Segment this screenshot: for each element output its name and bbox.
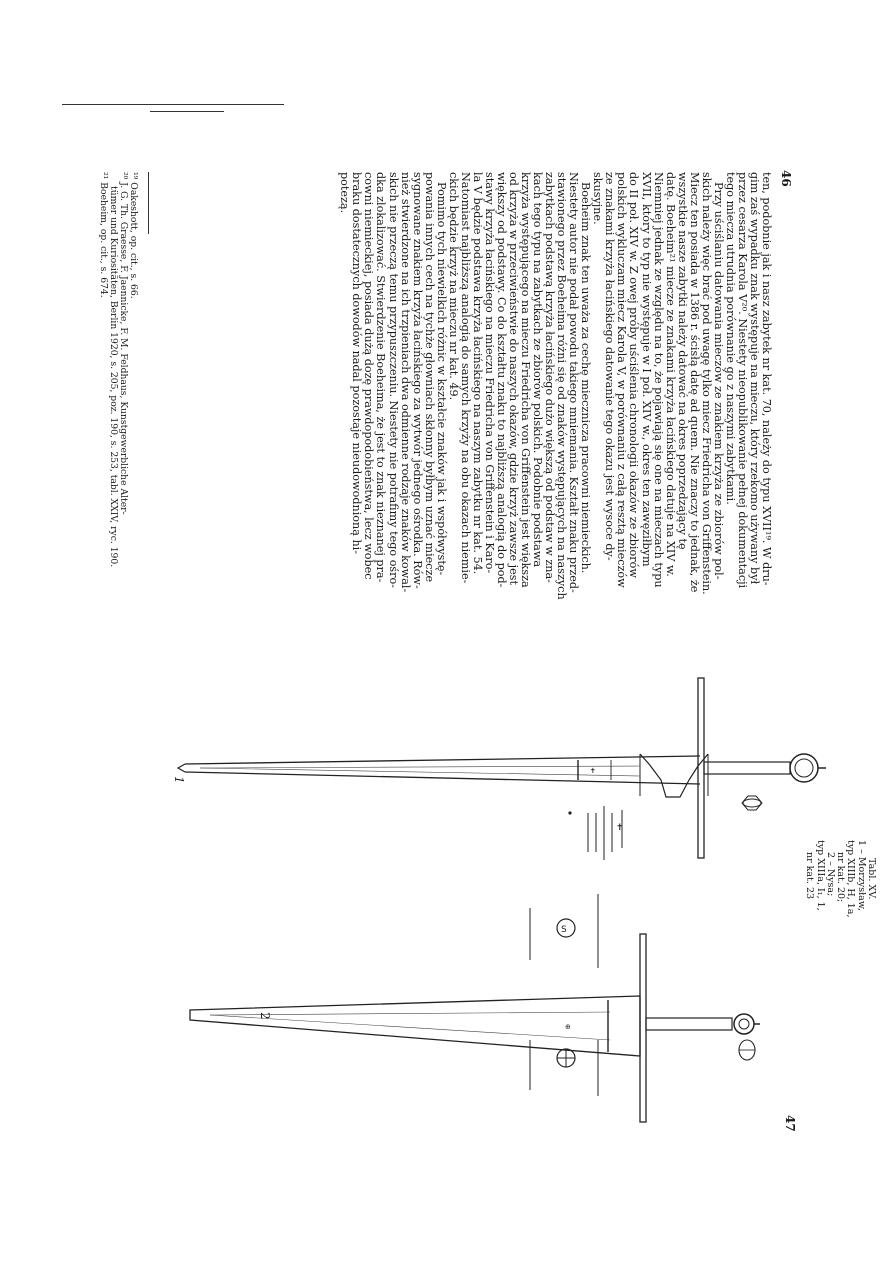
- text-line: polskich wykluczam miecz Karola V, w porównaniu z całą resztą mieczów: [615, 172, 629, 588]
- svg-text:✝: ✝: [590, 767, 596, 775]
- sword-2-pommel: [734, 1014, 760, 1034]
- sword-2-grip: [646, 1018, 732, 1030]
- text-line: skusyjne.: [591, 172, 605, 225]
- text-line: większy od podstawy. Co do kształtu znaku to najbliższą analogią do pod-: [494, 172, 508, 588]
- text-line: datę. Boeheim²¹ miecze ze znakami krzyża łacińskiego datuje na XIV w.: [663, 172, 677, 577]
- plate-caption: [804, 840, 876, 917]
- page-number-right: 47: [783, 1115, 797, 1132]
- text-line: do II poł. XIV w. Z owej próby uściślenia chronologii okazów ze zbiorów: [627, 172, 641, 578]
- page-number-left: 46: [779, 170, 793, 187]
- caption-line: nr kat. 23: [804, 852, 816, 900]
- text-line: sygnowane znakiem krzyża łacińskiego za wytwór jednego ośrodka. Rów-: [410, 172, 424, 589]
- sword-2-blade: [190, 996, 640, 1056]
- text-line: od krzyża w przeciwieństwie do naszych okazów, gdzie krzyż zawsze jest: [507, 172, 521, 585]
- text-line: Pomimo tych niewielkich różnic w kształcie znaków jak i współwystę-: [434, 182, 448, 576]
- text-line: Niemniej jednak ze względu na to, że pojawiają się one na mieczach typu: [651, 172, 665, 588]
- text-line: ze znakami krzyża łacińskiego datowanie tego okazu jest wysoce dy-: [603, 172, 617, 561]
- text-line: cowni niemieckiej, posiada dużą dozę prawdopodobieństwa, lecz wobec: [362, 172, 376, 580]
- text-line: Niestety autor nie podał powodu takiego mniemania. Kształt znaku przed-: [567, 172, 581, 593]
- caption-line: typ XIIIa, I₁, 1,: [814, 840, 826, 911]
- svg-text:⊕: ⊕: [565, 1023, 571, 1031]
- caption-line: typ XIIIb, H, 1a,: [845, 840, 857, 918]
- text-line: Miecz ten posiada w 1386 r. ścisłą datę ad quem. Nie znaczy to jednak, że: [687, 172, 701, 593]
- text-line: tego miecza utrudnia porównanie go z naszymi zabytkami.: [723, 172, 737, 505]
- sword-2-crossguard: [640, 934, 646, 1122]
- text-line: powania innych cech na tychże głowniach skłonny byłbym uznać miecze: [422, 172, 436, 583]
- caption-line: 1 – Morzysław,: [855, 840, 867, 911]
- text-line: dka zlokalizować. Stwierdzenie Boeheima, że jest to znak nieznanej pra-: [374, 172, 388, 583]
- text-line: stawionego przez Boeheima różni się od znaków występujących na naszych: [555, 172, 569, 600]
- sword-2-sections: [530, 894, 598, 1096]
- text-line: ckich będzie krzyż na mieczu nr kat. 49.: [446, 172, 460, 401]
- figure-label-2: 2: [258, 1012, 272, 1020]
- sword-2-pommel-profile: [739, 1040, 755, 1060]
- text-line: zabytkach podstawą krzyża łacińskiego dużo większą od podstaw w zna-: [543, 172, 557, 583]
- caption-line: Tabl. XV.: [866, 858, 877, 900]
- figure-label-1: 1: [172, 776, 186, 784]
- text-line: przez cesarza Karola V²⁰. Niestety nieopublikowanie pełnej dokumentacji: [735, 172, 749, 589]
- text-line: Natomiast najbliższą analogią do samych krzyży na obu okazach niemie-: [458, 172, 472, 584]
- text-line: la V będzie podstawa krzyża łacińskiego na naszym zabytku nr kat. 54.: [470, 172, 484, 575]
- text-line: skich należy więc brać pod uwagę tylko miecz Friedricha von Griffenstein.: [699, 172, 713, 595]
- footnote: ²⁰ J. G. Th. Graesse, F. Jaennicke, F. M. Feldhaus, Kunstgewerbliche Alter-: [118, 172, 129, 515]
- text-line: wszystkie nasze zabytki należy datować na okres poprzedzający tę: [675, 172, 689, 550]
- text-line: Przy uściślaniu datowania mieczów ze znakiem krzyża ze zbiorów pol-: [711, 182, 725, 580]
- text-line: kach tego typu na zabytkach ze zbiorów polskich. Podobnie podstawa: [531, 172, 545, 568]
- text-line: krzyża występującego na mieczu Friedricha von Griffenstein jest większa: [519, 172, 533, 588]
- text-line: gim zaś wypadku znak występuje na mieczu, który rzekomo używany był: [747, 172, 761, 585]
- footnote: tümer und Kuriositäten, Berlin 1920, s. 205, poz. 190, s. 253, tabl. XXIV, ryc. 190.: [108, 186, 119, 568]
- svg-text:S: S: [561, 925, 567, 935]
- text-line: nież stwierdzone na ich trzpieniach dwa odmienne rodzaje znaków kowal-: [398, 172, 412, 593]
- text-line: braku dostatecznych dowodów nadal pozostaje nieudowodnioną hi-: [350, 172, 364, 555]
- footnote: ¹⁹ Oakeshott, op. cit., s. 66.: [128, 172, 139, 299]
- text-line: ten, podobnie jak i nasz zabytek nr kat. 70, należy do typu XVII¹⁹. W dru-: [760, 172, 773, 586]
- text-line: potezą.: [338, 172, 352, 214]
- footnote: ²¹ Boeheim, op. cit., s. 674.: [98, 172, 109, 298]
- text-line: XVII, który to typ nie występuje w I poł. XIV w., okres ten zawęziłbym: [639, 172, 653, 567]
- caption-line: nr kat. 20;: [835, 852, 847, 903]
- text-line: skich nie przeczą temu przypuszczeniu. Niestety nie potrafimy tego ośro-: [386, 172, 400, 589]
- svg-text:✝: ✝: [616, 823, 624, 833]
- caption-line: 2 – Nysa;: [824, 852, 836, 897]
- text-line: Boeheim znak ten uważa za cechę miecznicza pracowni niemieckich.: [579, 182, 593, 574]
- text-line: stawy krzyża łacińskiego na mieczu Friedricha von Griffenstein i Karo-: [482, 172, 496, 574]
